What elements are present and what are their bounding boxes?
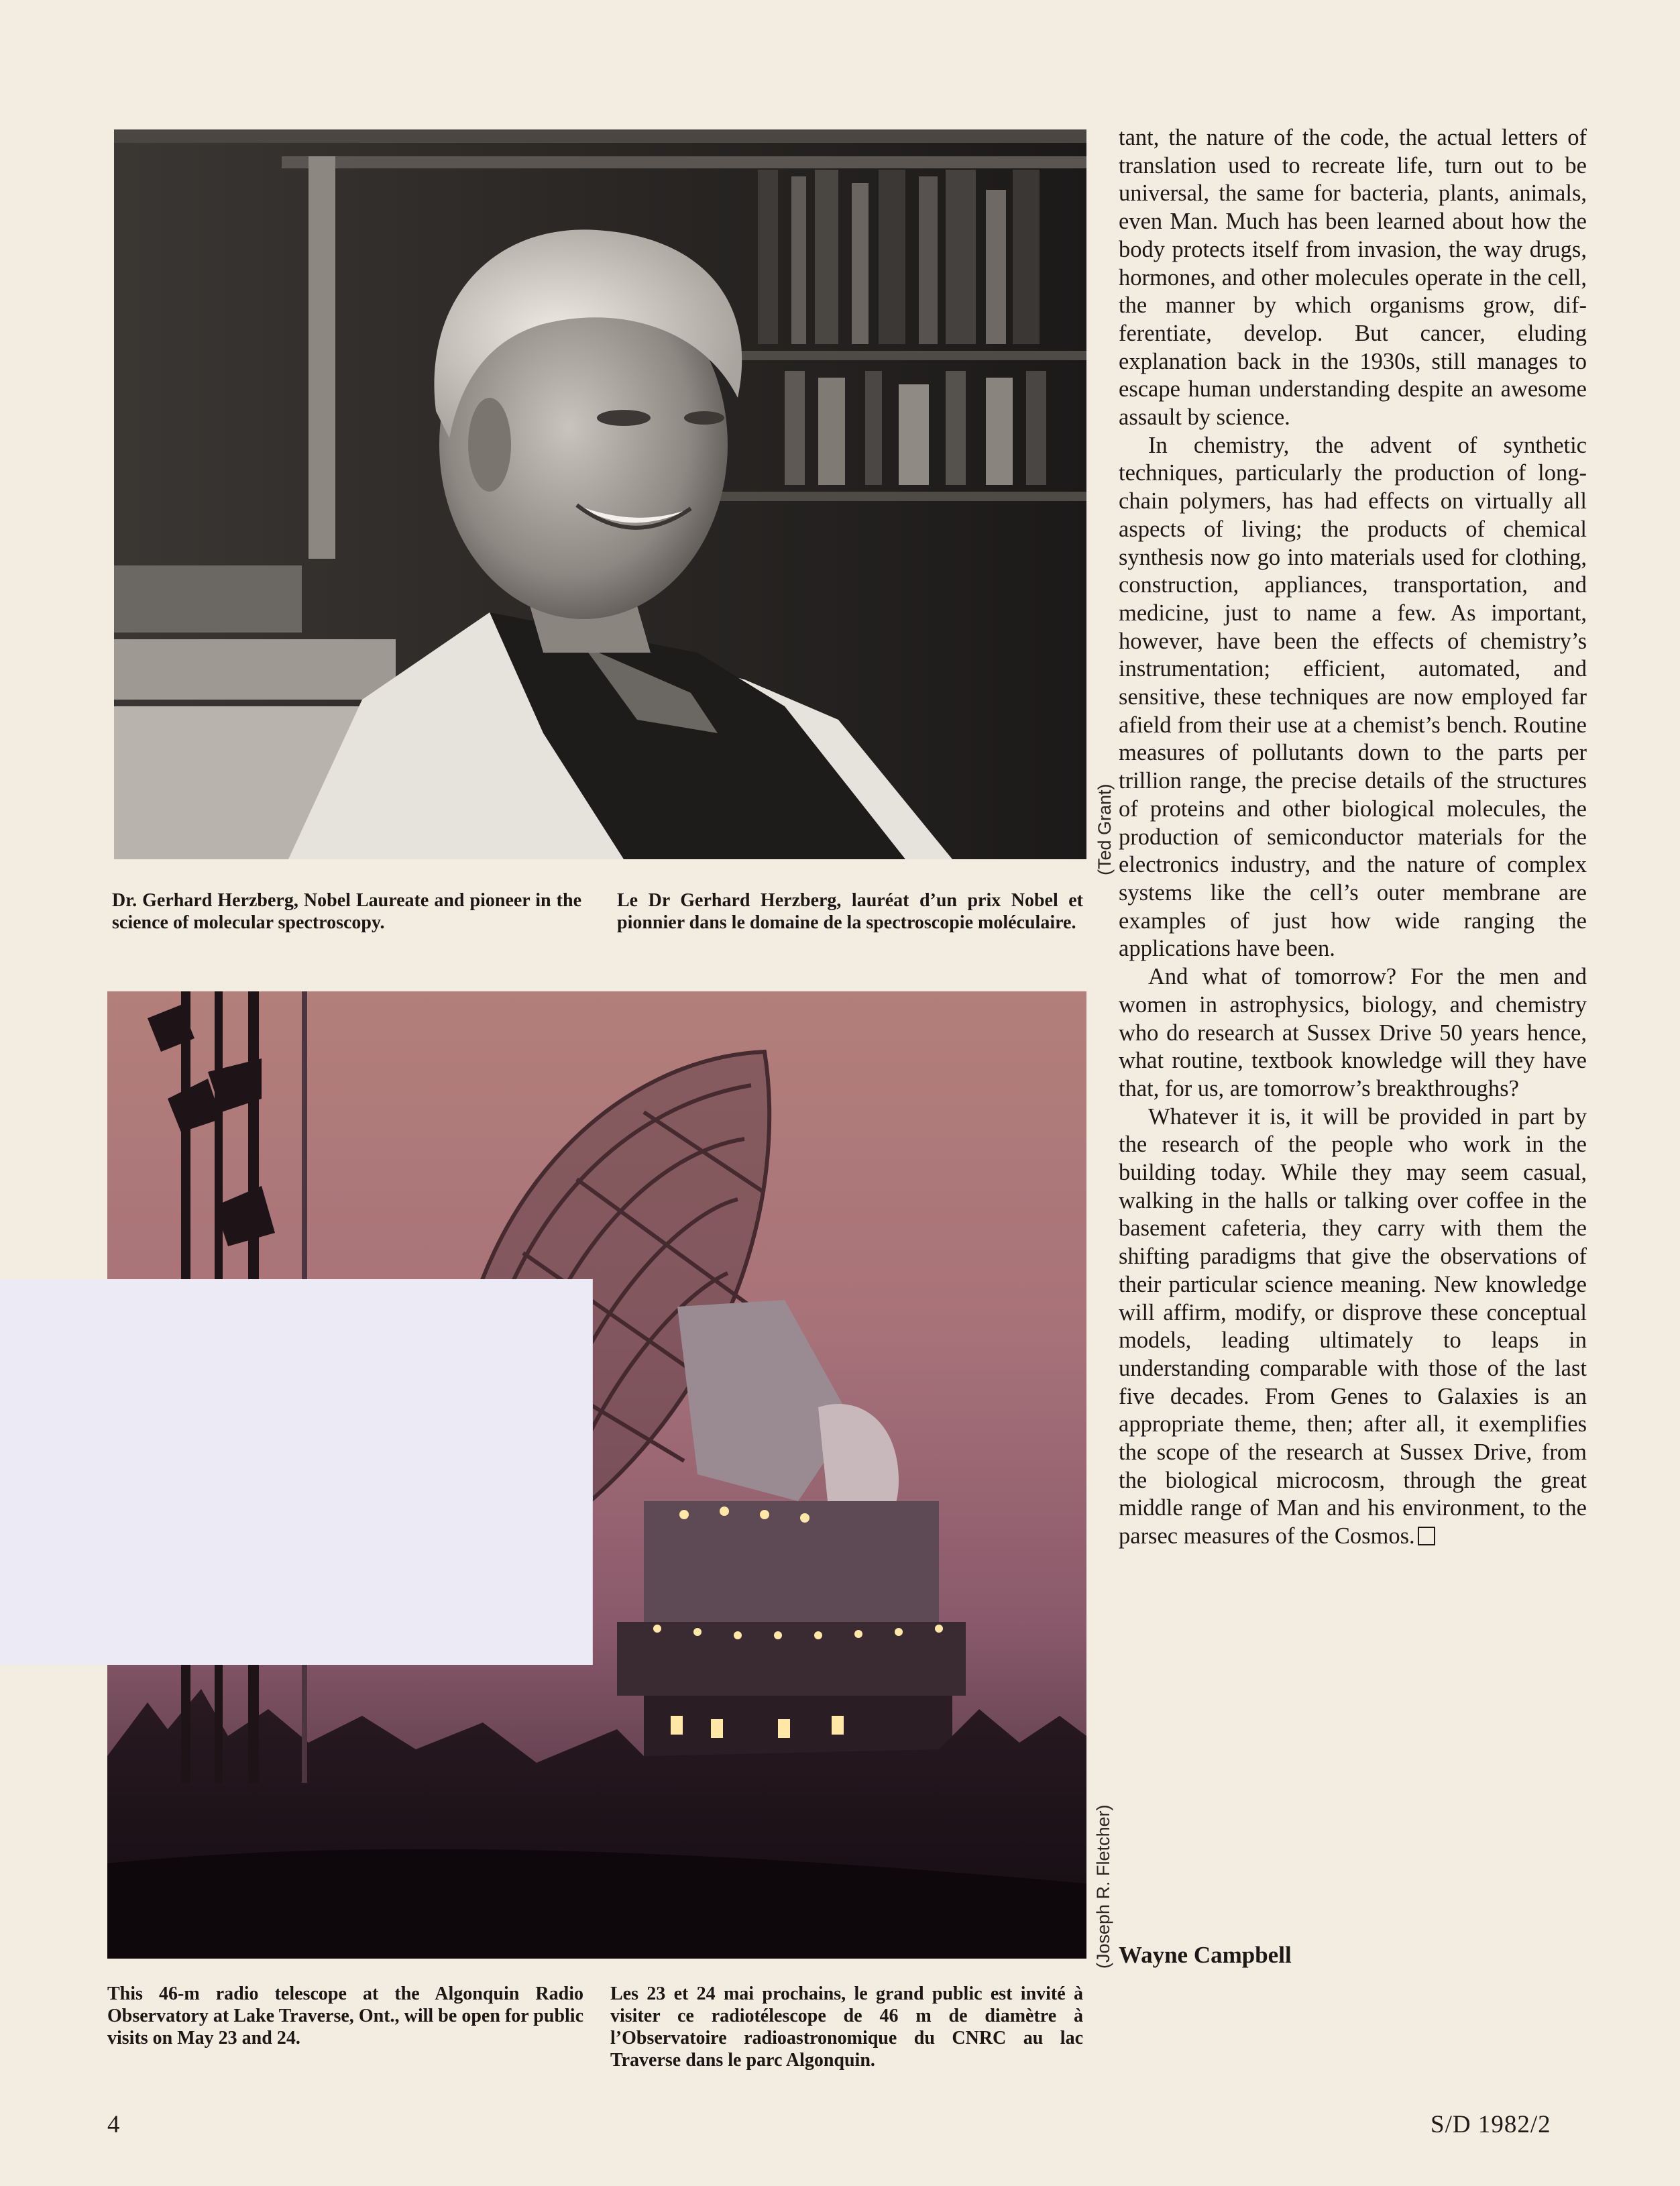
portrait-photo-image [114, 129, 1086, 859]
author-byline: Wayne Campbell [1119, 1942, 1292, 1968]
caption-english: Dr. Gerhard Herzberg, Nobel Laureate and pioneer in the science of molecular spectroscopy. [112, 890, 581, 933]
portrait-photo [114, 129, 1086, 859]
photo-credit: (Joseph R. Fletcher) [1093, 1804, 1113, 1969]
article-text [1119, 124, 1587, 1551]
photo-credit: (Ted Grant) [1095, 783, 1115, 875]
article-paragraph: And what of tomorrow? For the men and women in astrophysics, biology, and chemistry who do research at Sussex Drive 50 years hence, what routine, textbook knowledge will they have that, for us, are tomorrow’s breakthroughs? [1119, 964, 1587, 1101]
article-paragraph: tant, the nature of the code, the actual letters of translation used to recreate life, turn out to be universal, the same for bacteria, plants, animals, even Man. Much has been learned about how the body protects itself from invasion, the way drugs, hormones, and other molecules operate in the cell, the manner by which organisms grow, differentiate, develop. But cancer, eluding explanation back in the 1930s, still manages to escape human understanding despite an awesome assault by science. [1119, 125, 1587, 431]
article-paragraph-text: Whatever it is, it will be provided in part by the research of the people who work in the building today. While they may seem casual, walking in the halls or talking over coffee in the basement cafeteria, they carry with them the shifting paradigms that give the observations of their particular science meaning. New knowledge will affirm, modify, or disprove these conceptual models, leading ultimately to leaps in understanding comparable with those of the last five decades. From Genes to Galaxies is an appropriate theme, then; after all, it exemplifies the scope of the research at Sussex Drive, from the biological microcosm, through the great middle range of Man and his environment, to the parsec measures of the Cosmos. [1119, 1103, 1587, 1549]
page-number: 4 [107, 2111, 120, 2138]
end-mark-icon [1418, 1527, 1435, 1545]
caption-french: Le Dr Gerhard Herzberg, lauréat d’un prix Nobel et pionnier dans le domaine de la spectroscopie moléculaire. [617, 890, 1083, 933]
caption-english: This 46-m radio telescope at the Algonquin Radio Observatory at Lake Traverse, Ont., will be open for public visits on May 23 and 24. [107, 1983, 583, 2048]
caption-french: Les 23 et 24 mai prochains, le grand public est invité à visiter ce radiotélescope de 46 m de diamètre à l’Observatoire radioastronomique du CNRC au lac Traverse dans le parc Algonquin. [610, 1983, 1083, 2071]
article-paragraph: In chemistry, the advent of synthetic techniques, particularly the production of long-chain polymers, has had effects on virtually all aspects of living; the products of chemical synthesis now go into materials used for clothing, construction, appliances, transportation, and medicine, just to name a few. As important, however, have been the effects of chemistry’s instrumentation; efficient, automated, and sensitive, these techniques are now employed far afield from their use at a chemist’s bench. Routine measures of pollutants down to the parts per trillion range, the precise details of the structures of proteins and other biological molecules, the production of semiconductor materials for the electronics industry, and the nature of complex systems like the cell’s outer membrane are examples of just how wide ranging the applications have been. [1119, 432, 1587, 962]
issue-label: S/D 1982/2 [1431, 2111, 1551, 2138]
overlay-note [0, 1279, 593, 1665]
article-paragraph [1119, 1103, 1587, 1551]
